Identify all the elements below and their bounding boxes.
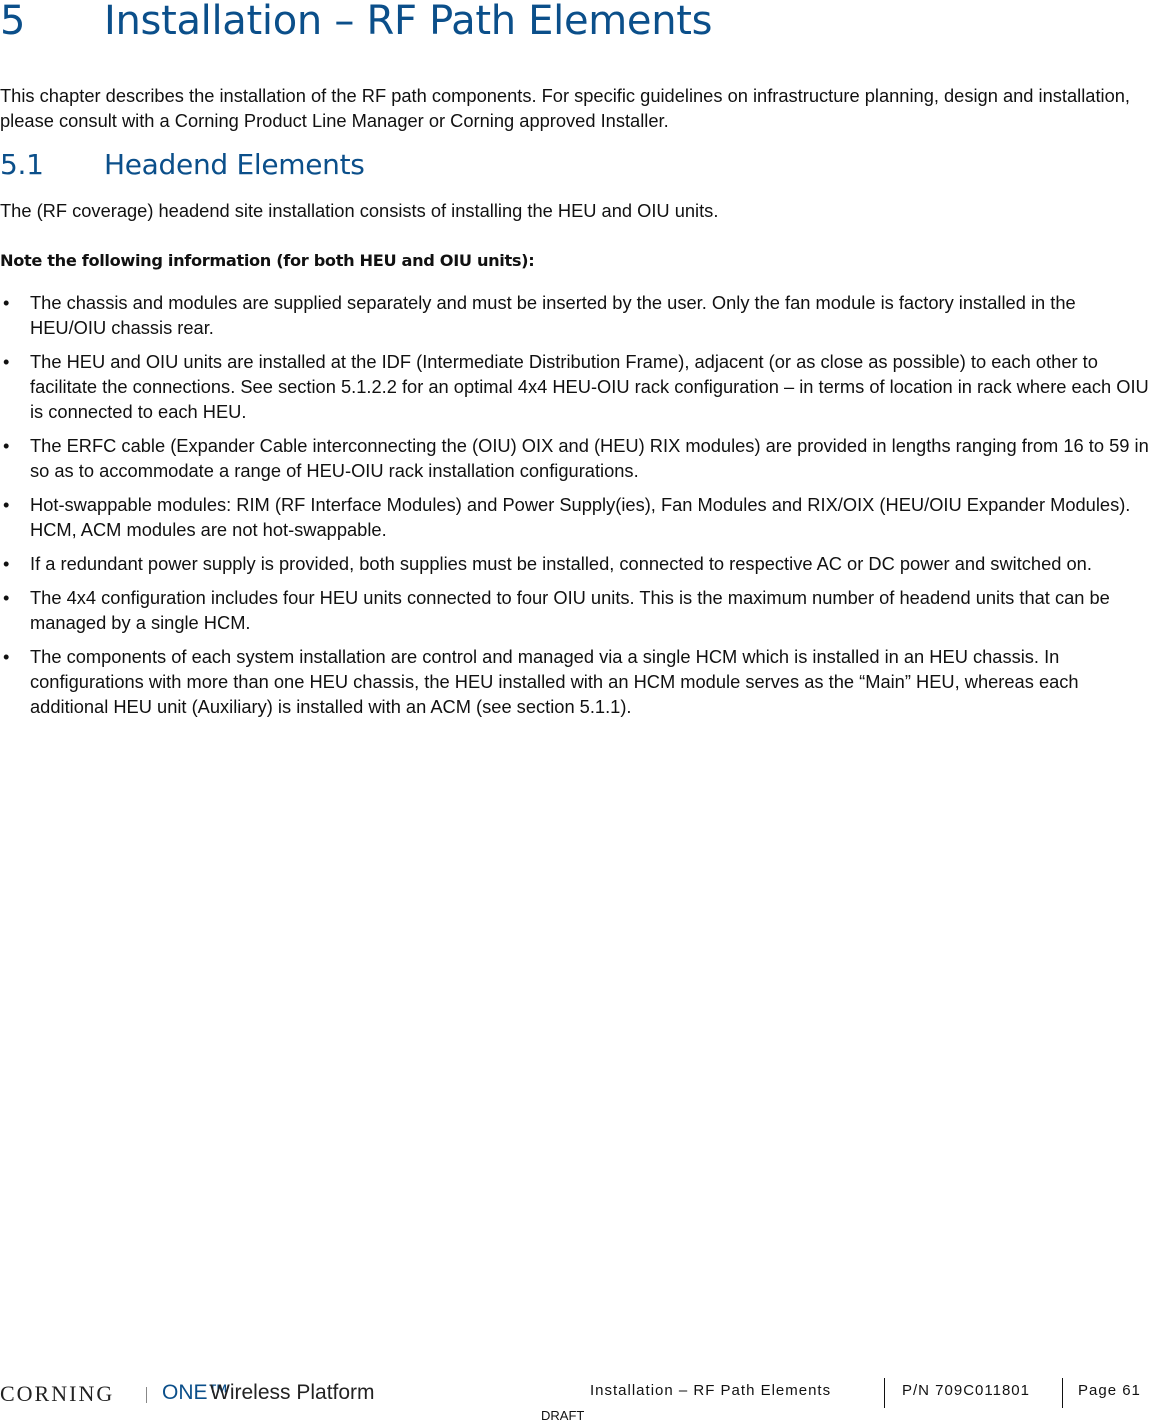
list-item-text: The components of each system installation are control and managed via a single HCM which is installed in an HEU chassis. In configurations with more than one HEU chassis, the HEU installed with an HCM module serves as the “Main” HEU, whereas each additional HEU unit (Auxiliary) is installed with an ACM (see section 5.1.1). (30, 646, 1079, 717)
section-heading (0, 148, 365, 181)
bullet-icon: • (3, 351, 10, 372)
bullet-icon: • (3, 292, 10, 313)
section-number: 5.1 (0, 148, 44, 181)
platform-logo-text: Wireless Platform (210, 1381, 375, 1404)
footer-divider (884, 1378, 885, 1408)
footer-part-number: P/N 709C011801 (902, 1382, 1030, 1399)
footer-page-number: Page 61 (1078, 1382, 1141, 1399)
list-item-text: If a redundant power supply is provided, both supplies must be installed, connected to respective AC or DC power and switched on. (30, 553, 1092, 574)
bullet-icon: • (3, 435, 10, 456)
list-item (0, 349, 1156, 424)
note-label: Note the following information (for both HEU and OIU units): (0, 251, 535, 270)
footer-chapter-title: Installation – RF Path Elements (590, 1382, 832, 1399)
logo-divider (146, 1387, 147, 1403)
corning-logo: CORNING (0, 1381, 115, 1406)
section-intro-paragraph: The (RF coverage) headend site installation consists of installing the HEU and OIU units. (0, 200, 719, 221)
list-item-text: The 4x4 configuration includes four HEU units connected to four OIU units. This is the maximum number of headend units that can be managed by a single HCM. (30, 587, 1110, 633)
list-item-text: Hot-swappable modules: RIM (RF Interface Modules) and Power Supply(ies), Fan Modules and RIX/OIX (HEU/OIU Expander Modules). HCM, ACM modules are not hot-swappable. (30, 494, 1131, 540)
list-item-text: The chassis and modules are supplied separately and must be inserted by the user. Only the fan module is factory installed in the HEU/OIU chassis rear. (30, 292, 1076, 338)
chapter-intro-paragraph: This chapter describes the installation of the RF path components. For specific guidelines on infrastructure planning, design and installation, please consult with a Corning Product Line Manager or Corning approved Installer. (0, 85, 1131, 131)
bullet-list (0, 290, 1156, 728)
list-item (0, 551, 1156, 576)
bullet-icon: • (3, 587, 10, 608)
one-logo: ONE™ (162, 1381, 229, 1404)
list-item (0, 433, 1156, 483)
list-item (0, 644, 1156, 719)
list-item-text: The ERFC cable (Expander Cable interconnecting the (OIU) OIX and (HEU) RIX modules) are provided in lengths ranging from 16 to 59 in so as to accommodate a range of HEU-OIU rack installation configurations. (30, 435, 1149, 481)
bullet-icon: • (3, 646, 10, 667)
chapter-number: 5 (0, 0, 26, 44)
bullet-icon: • (3, 494, 10, 515)
list-item (0, 290, 1156, 340)
footer-divider (1062, 1378, 1063, 1408)
page-footer (0, 1378, 1156, 1422)
bullet-icon: • (3, 553, 10, 574)
list-item (0, 492, 1156, 542)
chapter-heading (0, 0, 712, 44)
chapter-title: Installation – RF Path Elements (104, 0, 713, 44)
section-title: Headend Elements (104, 148, 365, 181)
list-item-text: The HEU and OIU units are installed at the IDF (Intermediate Distribution Frame), adjacent (or as close as possible) to each other to facilitate the connections. See section 5.1.2.2 for an optimal 4x4 HEU-OIU rack configuration – in terms of location in rack where each OIU is connected to each HEU. (30, 351, 1149, 422)
draft-watermark: DRAFT (541, 1408, 585, 1423)
list-item (0, 585, 1156, 635)
